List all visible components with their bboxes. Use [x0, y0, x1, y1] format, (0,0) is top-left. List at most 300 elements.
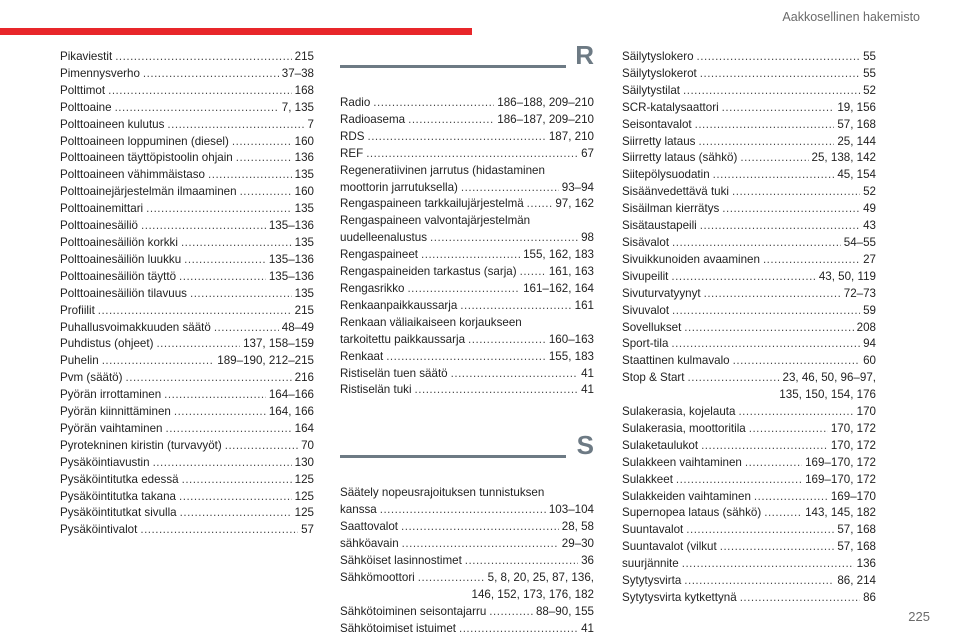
dot-leader — [98, 303, 292, 320]
dot-leader — [373, 95, 494, 112]
entry-pages: 164, 166 — [268, 405, 314, 419]
index-entry — [60, 472, 314, 489]
dot-leader — [701, 438, 828, 455]
entry-pages: 36 — [581, 553, 594, 567]
entry-pages: 93–94 — [561, 180, 594, 194]
dot-leader — [190, 286, 292, 303]
entry-term: Pyörän vaihtaminen — [60, 421, 163, 435]
dot-leader — [141, 218, 266, 235]
entry-pages: 135 — [294, 202, 314, 216]
index-entry — [622, 235, 876, 252]
letter-r: R — [575, 40, 594, 70]
entry-term: Sisäänvedettävä tuki — [622, 185, 729, 199]
index-entry — [340, 196, 594, 213]
dot-leader — [740, 590, 860, 607]
entry-term: Puhelin — [60, 354, 99, 368]
entry-pages: 57, 168 — [837, 117, 876, 131]
entry-pages: 161 — [574, 298, 594, 312]
dot-leader — [684, 573, 834, 590]
dot-leader — [461, 180, 559, 197]
entry-pages: 37–38 — [281, 66, 314, 80]
dot-leader — [402, 536, 559, 553]
dot-leader — [740, 150, 808, 167]
letter-heading-r — [340, 40, 594, 89]
dot-leader — [146, 201, 292, 218]
entry-pages: 186–187, 209–210 — [497, 112, 594, 126]
index-entry — [622, 438, 876, 455]
entry-term: RDS — [340, 129, 365, 143]
dot-leader — [468, 332, 546, 349]
index-entry — [622, 117, 876, 134]
entry-pages: 137, 158–159 — [243, 337, 314, 351]
entry-term: Polttoainesäiliö — [60, 219, 138, 233]
index-entry — [60, 49, 314, 66]
entry-pages-continued: 135, 150, 154, 176 — [779, 388, 876, 402]
entry-pages: 59 — [863, 303, 876, 317]
dot-leader — [764, 505, 802, 522]
entry-term: Rengaspaineet — [340, 248, 418, 262]
index-entry — [622, 556, 876, 573]
index-entry — [622, 167, 876, 184]
dot-leader — [745, 455, 802, 472]
dot-leader — [179, 269, 266, 286]
dot-leader — [115, 100, 279, 117]
entry-pages: 208 — [856, 320, 876, 334]
index-entry — [622, 184, 876, 201]
entry-term: uudelleenalustus — [340, 231, 428, 245]
entry-pages: 168 — [294, 83, 314, 97]
index-entry — [60, 522, 314, 539]
index-entry — [60, 269, 314, 286]
entry-term: Polttoaineen vähimmäistaso — [60, 168, 206, 182]
entry-pages: 135–136 — [268, 219, 314, 233]
index-entry — [60, 438, 314, 455]
index-entry — [340, 553, 594, 570]
index-entry — [622, 573, 876, 590]
index-entry — [60, 184, 314, 201]
dot-leader — [167, 117, 304, 134]
entry-pages: 160 — [294, 185, 314, 199]
entry-term: kanssa — [340, 503, 377, 517]
dot-leader — [684, 320, 853, 337]
dot-leader — [698, 134, 834, 151]
entry-term: sähköavain — [340, 537, 399, 551]
entry-pages: 130 — [294, 455, 314, 469]
index-entry — [340, 604, 594, 621]
entry-pages: 43 — [863, 219, 876, 233]
letter-heading-s — [340, 430, 594, 479]
dot-leader — [126, 370, 292, 387]
entry-term: Sähkötoiminen seisontajarru — [340, 604, 487, 618]
index-entry — [622, 150, 876, 167]
dot-leader — [143, 66, 279, 83]
index-entry — [60, 286, 314, 303]
dot-leader — [520, 264, 546, 281]
entry-term: Säilytystilat — [622, 83, 680, 97]
dot-leader — [672, 235, 841, 252]
index-entry — [340, 230, 594, 247]
entry-pages: 97, 162 — [555, 197, 594, 211]
index-column-2 — [340, 40, 594, 637]
dot-leader — [415, 382, 579, 399]
entry-term: Ristiselän tuki — [340, 383, 412, 397]
dot-leader — [671, 269, 815, 286]
entry-pages: 135 — [294, 168, 314, 182]
dot-leader — [421, 247, 520, 264]
entry-term: Sulaketaulukot — [622, 438, 699, 452]
entry-pages: 155, 162, 183 — [523, 248, 594, 262]
entry-pages: 7 — [307, 117, 314, 131]
dot-leader — [749, 421, 828, 438]
index-entry — [622, 303, 876, 320]
entry-term: Suuntavalot (vilkut — [622, 540, 717, 554]
dot-leader — [700, 218, 860, 235]
entry-pages: 169–170 — [830, 489, 876, 503]
index-entry — [60, 370, 314, 387]
index-entry — [60, 167, 314, 184]
entry-pages: 67 — [581, 146, 594, 160]
index-entry — [60, 387, 314, 404]
entry-term: Polttoainesäiliön luukku — [60, 252, 182, 266]
dot-leader — [713, 167, 835, 184]
dot-leader — [695, 117, 835, 134]
entry-term: moottorin jarrutuksella) — [340, 180, 458, 194]
dot-leader — [140, 522, 298, 539]
entry-pages: 215 — [294, 303, 314, 317]
entry-pages: 57, 168 — [837, 540, 876, 554]
dot-leader — [108, 83, 292, 100]
dot-leader — [430, 230, 578, 247]
entry-term: Radio — [340, 96, 371, 109]
dot-leader — [184, 252, 266, 269]
entry-term: Sulakkeiden vaihtaminen — [622, 489, 751, 503]
dot-leader — [672, 303, 860, 320]
index-entry — [622, 522, 876, 539]
entry-term: Polttimot — [60, 83, 106, 97]
index-entry — [622, 252, 876, 269]
entry-pages: 135–136 — [268, 269, 314, 283]
entry-pages: 160–163 — [548, 332, 594, 346]
entry-pages: 135–136 — [268, 252, 314, 266]
entry-pages: 28, 58 — [561, 520, 594, 534]
dot-leader — [208, 167, 292, 184]
entry-pages: 43, 50, 119 — [818, 269, 876, 283]
dot-leader — [671, 336, 860, 353]
entry-pages: 135 — [294, 286, 314, 300]
header-accent-bar — [0, 28, 472, 35]
entry-pages: 143, 145, 182 — [805, 506, 876, 520]
entry-term: Sähkömoottori — [340, 570, 415, 584]
entry-term: Radioasema — [340, 112, 406, 126]
index-entry — [60, 505, 314, 522]
index-entry — [60, 83, 314, 100]
dot-leader — [465, 553, 578, 570]
entry-term: Pysäköintitutka takana — [60, 489, 177, 503]
index-entry — [340, 112, 594, 129]
entry-term: Polttoaineen täyttöpistoolin ohjain — [60, 151, 233, 165]
entry-term: Säilytyslokero — [622, 50, 694, 63]
index-entry — [340, 247, 594, 264]
entry-term: Sisävalot — [622, 235, 670, 249]
entry-pages: 41 — [581, 383, 594, 397]
index-entry — [60, 134, 314, 151]
entry-term: Pyrotekninen kiristin (turvavyöt) — [60, 438, 222, 452]
entry-term: Polttoaineen kulutus — [60, 117, 165, 131]
dot-leader — [380, 502, 546, 519]
index-entry — [622, 489, 876, 506]
entry-pages: 57 — [301, 523, 314, 537]
entry-pages: 52 — [863, 185, 876, 199]
entry-term: Pysäköintivalot — [60, 523, 138, 537]
entry-term: Sport-tila — [622, 337, 669, 351]
entry-term: REF — [340, 146, 364, 160]
index-entry-line: Säätely nopeusrajoituksen tunnistuksen — [340, 486, 545, 500]
entry-pages: 88–90, 155 — [535, 604, 594, 618]
entry-term: Sivuikkunoiden avaaminen — [622, 252, 760, 266]
entry-pages: 125 — [294, 472, 314, 486]
section-title: Aakkosellinen hakemisto — [782, 10, 920, 24]
dot-leader — [682, 556, 854, 573]
index-entry — [622, 218, 876, 235]
entry-term: Pysäköintitutka edessä — [60, 472, 179, 486]
index-entry — [60, 353, 314, 370]
entry-term: Polttoainesäiliön tilavuus — [60, 286, 187, 300]
entry-pages: 215 — [294, 50, 314, 63]
entry-term: Polttoainejärjestelmän ilmaaminen — [60, 185, 237, 199]
entry-pages: 125 — [294, 489, 314, 503]
index-entry — [60, 336, 314, 353]
dot-leader — [732, 184, 860, 201]
index-list-r — [340, 95, 594, 399]
entry-term: Sulakkeet — [622, 472, 673, 486]
dot-leader — [451, 366, 578, 383]
entry-pages: 60 — [863, 354, 876, 368]
entry-pages: 54–55 — [843, 235, 876, 249]
index-entry — [60, 489, 314, 506]
dot-leader — [386, 349, 546, 366]
dot-leader — [688, 370, 780, 387]
index-entry — [622, 539, 876, 556]
entry-pages: 19, 156 — [837, 100, 876, 114]
entry-pages: 136 — [294, 151, 314, 165]
entry-term: Pikaviestit — [60, 50, 113, 63]
dot-leader — [676, 472, 802, 489]
index-entry — [622, 455, 876, 472]
index-entry — [622, 83, 876, 100]
entry-pages: 216 — [294, 371, 314, 385]
dot-leader — [401, 519, 559, 536]
entry-term: Stop & Start — [622, 371, 685, 385]
entry-pages: 160 — [294, 134, 314, 148]
dot-leader — [102, 353, 215, 370]
entry-term: Sivupeilit — [622, 269, 669, 283]
dot-leader — [489, 604, 533, 621]
entry-term: Supernopea lataus (sähkö) — [622, 506, 762, 520]
index-entry — [60, 150, 314, 167]
entry-pages: 45, 154 — [837, 168, 876, 182]
index-entry — [622, 100, 876, 117]
entry-pages: 27 — [863, 252, 876, 266]
letter-s: S — [576, 430, 594, 461]
entry-term: Polttoainesäiliön korkki — [60, 235, 178, 249]
index-entry — [340, 570, 594, 587]
entry-term: Siitepölysuodatin — [622, 168, 710, 182]
entry-term: Staattinen kulmavalo — [622, 354, 730, 368]
entry-term: Pyörän irrottaminen — [60, 388, 162, 402]
dot-leader — [754, 489, 828, 506]
index-entry — [60, 421, 314, 438]
index-entry — [60, 100, 314, 117]
dot-leader — [686, 522, 834, 539]
index-column-1 — [60, 49, 314, 539]
entry-pages: 94 — [863, 337, 876, 351]
dot-leader — [418, 570, 485, 587]
dot-leader — [683, 83, 860, 100]
entry-term: Sulakkeen vaihtaminen — [622, 455, 742, 469]
index-entry-line: Renkaan väliaikaiseen korjaukseen — [340, 315, 522, 329]
entry-pages: 41 — [581, 621, 594, 635]
entry-term: Suuntavalot — [622, 523, 684, 537]
dot-leader — [153, 455, 292, 472]
dot-leader — [236, 150, 292, 167]
entry-pages: 86, 214 — [837, 574, 876, 588]
entry-term: Sytytysvirta — [622, 574, 682, 588]
entry-pages: 155, 183 — [548, 349, 594, 363]
entry-term: Polttoainemittari — [60, 202, 144, 216]
entry-pages: 86 — [863, 591, 876, 604]
entry-term: Sisäilman kierrätys — [622, 202, 720, 216]
dot-leader — [115, 49, 291, 66]
dot-leader — [179, 489, 292, 506]
entry-pages: 23, 46, 50, 96–97, — [782, 371, 876, 385]
entry-term: Polttoainesäiliön täyttö — [60, 269, 177, 283]
entry-pages: 57, 168 — [837, 523, 876, 537]
dot-leader — [460, 298, 571, 315]
index-entry — [340, 366, 594, 383]
index-entry — [60, 201, 314, 218]
index-entry-line: Rengaspaineen valvontajärjestelmän — [340, 214, 531, 228]
entry-term: Rengaspaineen tarkkailujärjestelmä — [340, 197, 524, 211]
entry-term: Sähkötoimiset istuimet — [340, 621, 456, 635]
dot-leader — [763, 252, 860, 269]
dot-leader — [704, 286, 841, 303]
entry-pages: 189–190, 212–215 — [217, 354, 314, 368]
entry-pages: 170 — [856, 405, 876, 419]
entry-term: Sivuvalot — [622, 303, 670, 317]
dot-leader — [367, 129, 545, 146]
dot-leader — [174, 404, 266, 421]
index-entry — [340, 180, 594, 197]
entry-pages: 72–73 — [843, 286, 876, 300]
index-entry — [622, 472, 876, 489]
entry-term: Polttoaine — [60, 100, 112, 114]
entry-pages: 7, 135 — [281, 100, 314, 114]
entry-term: Sivuturvatyynyt — [622, 286, 701, 300]
entry-term: Siirretty lataus (sähkö) — [622, 151, 738, 165]
dot-leader — [720, 539, 835, 556]
entry-pages: 170, 172 — [830, 438, 876, 452]
entry-term: Sähköiset lasinnostimet — [340, 553, 462, 567]
entry-term: Sovellukset — [622, 320, 682, 334]
dot-leader — [181, 235, 292, 252]
index-entry — [60, 455, 314, 472]
entry-pages: 48–49 — [281, 320, 314, 334]
entry-pages: 135 — [294, 235, 314, 249]
entry-pages: 55 — [863, 50, 876, 63]
index-entry — [622, 49, 876, 66]
index-entry — [622, 336, 876, 353]
entry-term: Sulakerasia, kojelauta — [622, 405, 736, 419]
dot-leader — [408, 112, 494, 129]
heading-rule — [340, 65, 566, 68]
index-list-s — [340, 485, 594, 637]
entry-pages: 125 — [294, 506, 314, 520]
entry-pages: 170, 172 — [830, 421, 876, 435]
entry-pages: 186–188, 209–210 — [497, 96, 594, 109]
entry-term: Saattovalot — [340, 520, 399, 534]
dot-leader — [407, 281, 520, 298]
entry-pages-continued: 146, 152, 173, 176, 182 — [471, 587, 594, 601]
dot-leader — [366, 146, 578, 163]
index-entry — [340, 502, 594, 519]
entry-term: Profiilit — [60, 303, 95, 317]
dot-leader — [738, 404, 853, 421]
entry-term: Pimennysverho — [60, 66, 140, 80]
entry-term: Seisontavalot — [622, 117, 692, 131]
index-entry — [340, 519, 594, 536]
dot-leader — [527, 196, 553, 213]
index-entry — [340, 332, 594, 349]
entry-pages: 103–104 — [548, 503, 594, 517]
entry-pages: 29–30 — [561, 537, 594, 551]
index-entry — [340, 95, 594, 112]
dot-leader — [182, 472, 292, 489]
entry-term: tarkoitettu paikkaussarja — [340, 332, 466, 346]
entry-term: Rengasrikko — [340, 281, 405, 295]
entry-term: Siirretty lataus — [622, 134, 696, 148]
dot-leader — [214, 320, 279, 337]
index-entry — [340, 382, 594, 399]
entry-pages: 25, 138, 142 — [811, 151, 876, 165]
index-entry — [622, 320, 876, 337]
index-entry — [622, 505, 876, 522]
entry-pages: 164 — [294, 421, 314, 435]
entry-pages: 98 — [581, 231, 594, 245]
index-entry — [340, 264, 594, 281]
entry-term: Pyörän kiinnittäminen — [60, 405, 171, 419]
index-entry — [60, 66, 314, 83]
entry-term: Puhallusvoimakkuuden säätö — [60, 320, 211, 334]
entry-pages: 49 — [863, 202, 876, 216]
entry-term: suurjännite — [622, 557, 679, 571]
index-entry — [622, 590, 876, 607]
entry-term: Sytytysvirta kytkettynä — [622, 591, 737, 604]
dot-leader — [722, 100, 835, 117]
entry-term: Puhdistus (ohjeet) — [60, 337, 154, 351]
entry-term: Renkaat — [340, 349, 384, 363]
entry-term: Pvm (säätö) — [60, 371, 123, 385]
page-number: 225 — [908, 609, 930, 624]
index-entry — [340, 298, 594, 315]
entry-term: Polttoaineen loppuminen (diesel) — [60, 134, 229, 148]
heading-rule — [340, 455, 566, 458]
dot-leader — [156, 336, 240, 353]
entry-pages: 5, 8, 20, 25, 87, 136, — [487, 570, 594, 584]
index-entry — [60, 404, 314, 421]
dot-leader — [164, 387, 266, 404]
index-entry — [60, 320, 314, 337]
entry-term: Renkaanpaikkaussarja — [340, 298, 458, 312]
